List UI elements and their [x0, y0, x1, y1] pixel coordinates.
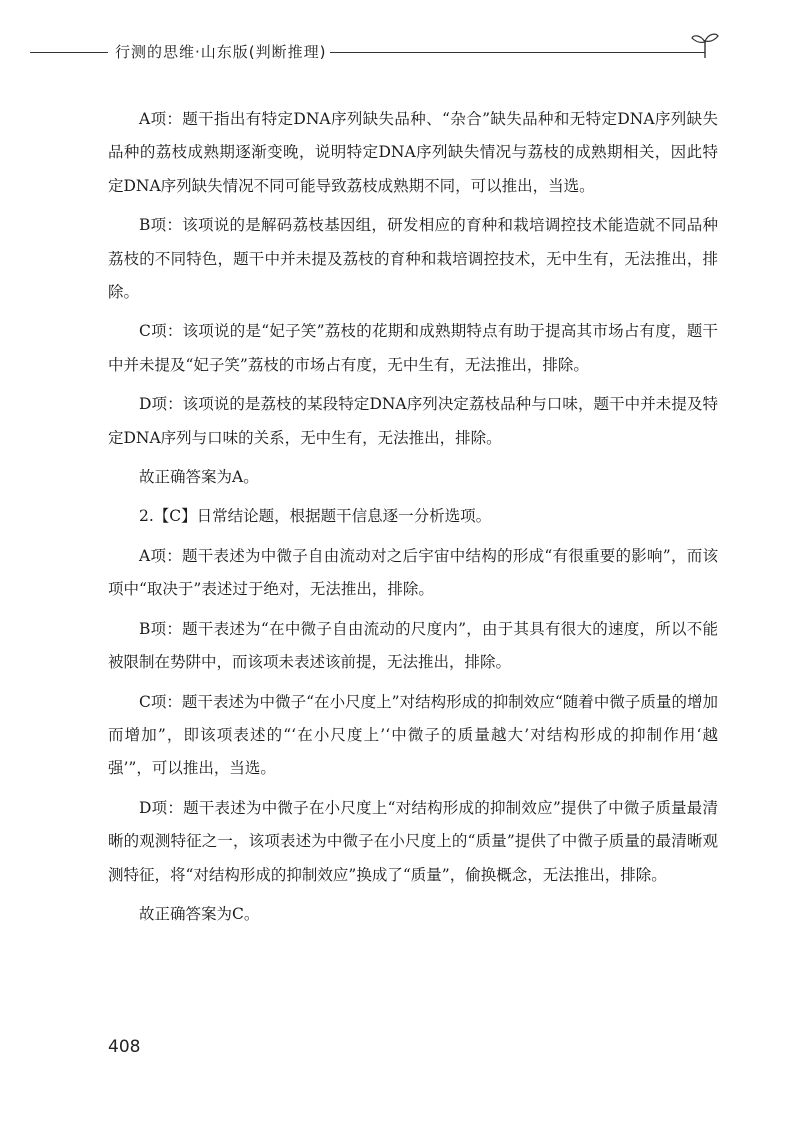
header-title: 行测的思维·山东版(判断推理) — [115, 43, 327, 61]
header-rule-right — [330, 52, 705, 53]
paragraph-question-2-intro: 2.【C】日常结论题，根据题干信息逐一分析选项。 — [139, 507, 492, 526]
paragraph-option-c-q1: C项：该项说的是“妃子笑”荔枝的花期和成熟期特点有助于提高其市场占有度，题干中并未提及“妃子笑”荔枝的市场占有度，无中生有，无法推出，排除。 — [108, 322, 718, 374]
header-rule-left — [30, 52, 108, 53]
running-header — [0, 38, 800, 68]
answer-explanation-body — [108, 103, 718, 931]
page-number: 408 — [108, 1037, 141, 1057]
paragraph-option-d-q2: D项：题干表述为中微子在小尺度上“对结构形成的抑制效应”提供了中微子质量最清晰的观测特征之一，该项表述为中微子在小尺度上的“质量”提供了中微子质量的最清晰观测特征，将“对结构形成的抑制效应”换成了“质量”，偷换概念，无法推出，排除。 — [108, 798, 718, 884]
paragraph-option-b-q2: B项：题干表述为“在中微子自由流动的尺度内”，由于其具有很大的速度，所以不能被限制在势阱中，而该项未表述该前提，无法推出，排除。 — [108, 619, 718, 672]
paragraph-option-a-q2: A项：题干表述为中微子自由流动对之后宇宙中结构的形成“有很重要的影响”，而该项中“取决于”表述过于绝对，无法推出，排除。 — [108, 546, 718, 599]
paragraph-option-b-q1: B项：该项说的是解码荔枝基因组，研发相应的育种和栽培调控技术能造就不同品种荔枝的不同特色，题干中并未提及荔枝的育种和栽培调控技术，无中生有，无法推出，排除。 — [108, 216, 718, 302]
sprout-icon — [688, 28, 722, 62]
paragraph-answer-q1: 故正确答案为A。 — [139, 468, 259, 487]
paragraph-answer-q2: 故正确答案为C。 — [139, 904, 260, 923]
paragraph-option-a-q1: A项：题干指出有特定DNA序列缺失品种、“杂合”缺失品种和无特定DNA序列缺失品种的荔枝成熟期逐渐变晚，说明特定DNA序列缺失情况与荔枝的成熟期相关，因此特定DNA序列缺失情况不同可能导致荔枝成熟期不同，可以推出，当选。 — [108, 110, 718, 195]
paragraph-option-d-q1: D项：该项说的是荔枝的某段特定DNA序列决定荔枝品种与口味，题干中并未提及特定DNA序列与口味的关系，无中生有，无法推出，排除。 — [108, 395, 718, 447]
paragraph-option-c-q2: C项：题干表述为中微子“在小尺度上”对结构形成的抑制效应“随着中微子质量的增加而增加”，即该项表述的“‘在小尺度上’‘中微子的质量越大’对结构形成的抑制作用‘越强’”，可以推出，当选。 — [108, 692, 718, 778]
